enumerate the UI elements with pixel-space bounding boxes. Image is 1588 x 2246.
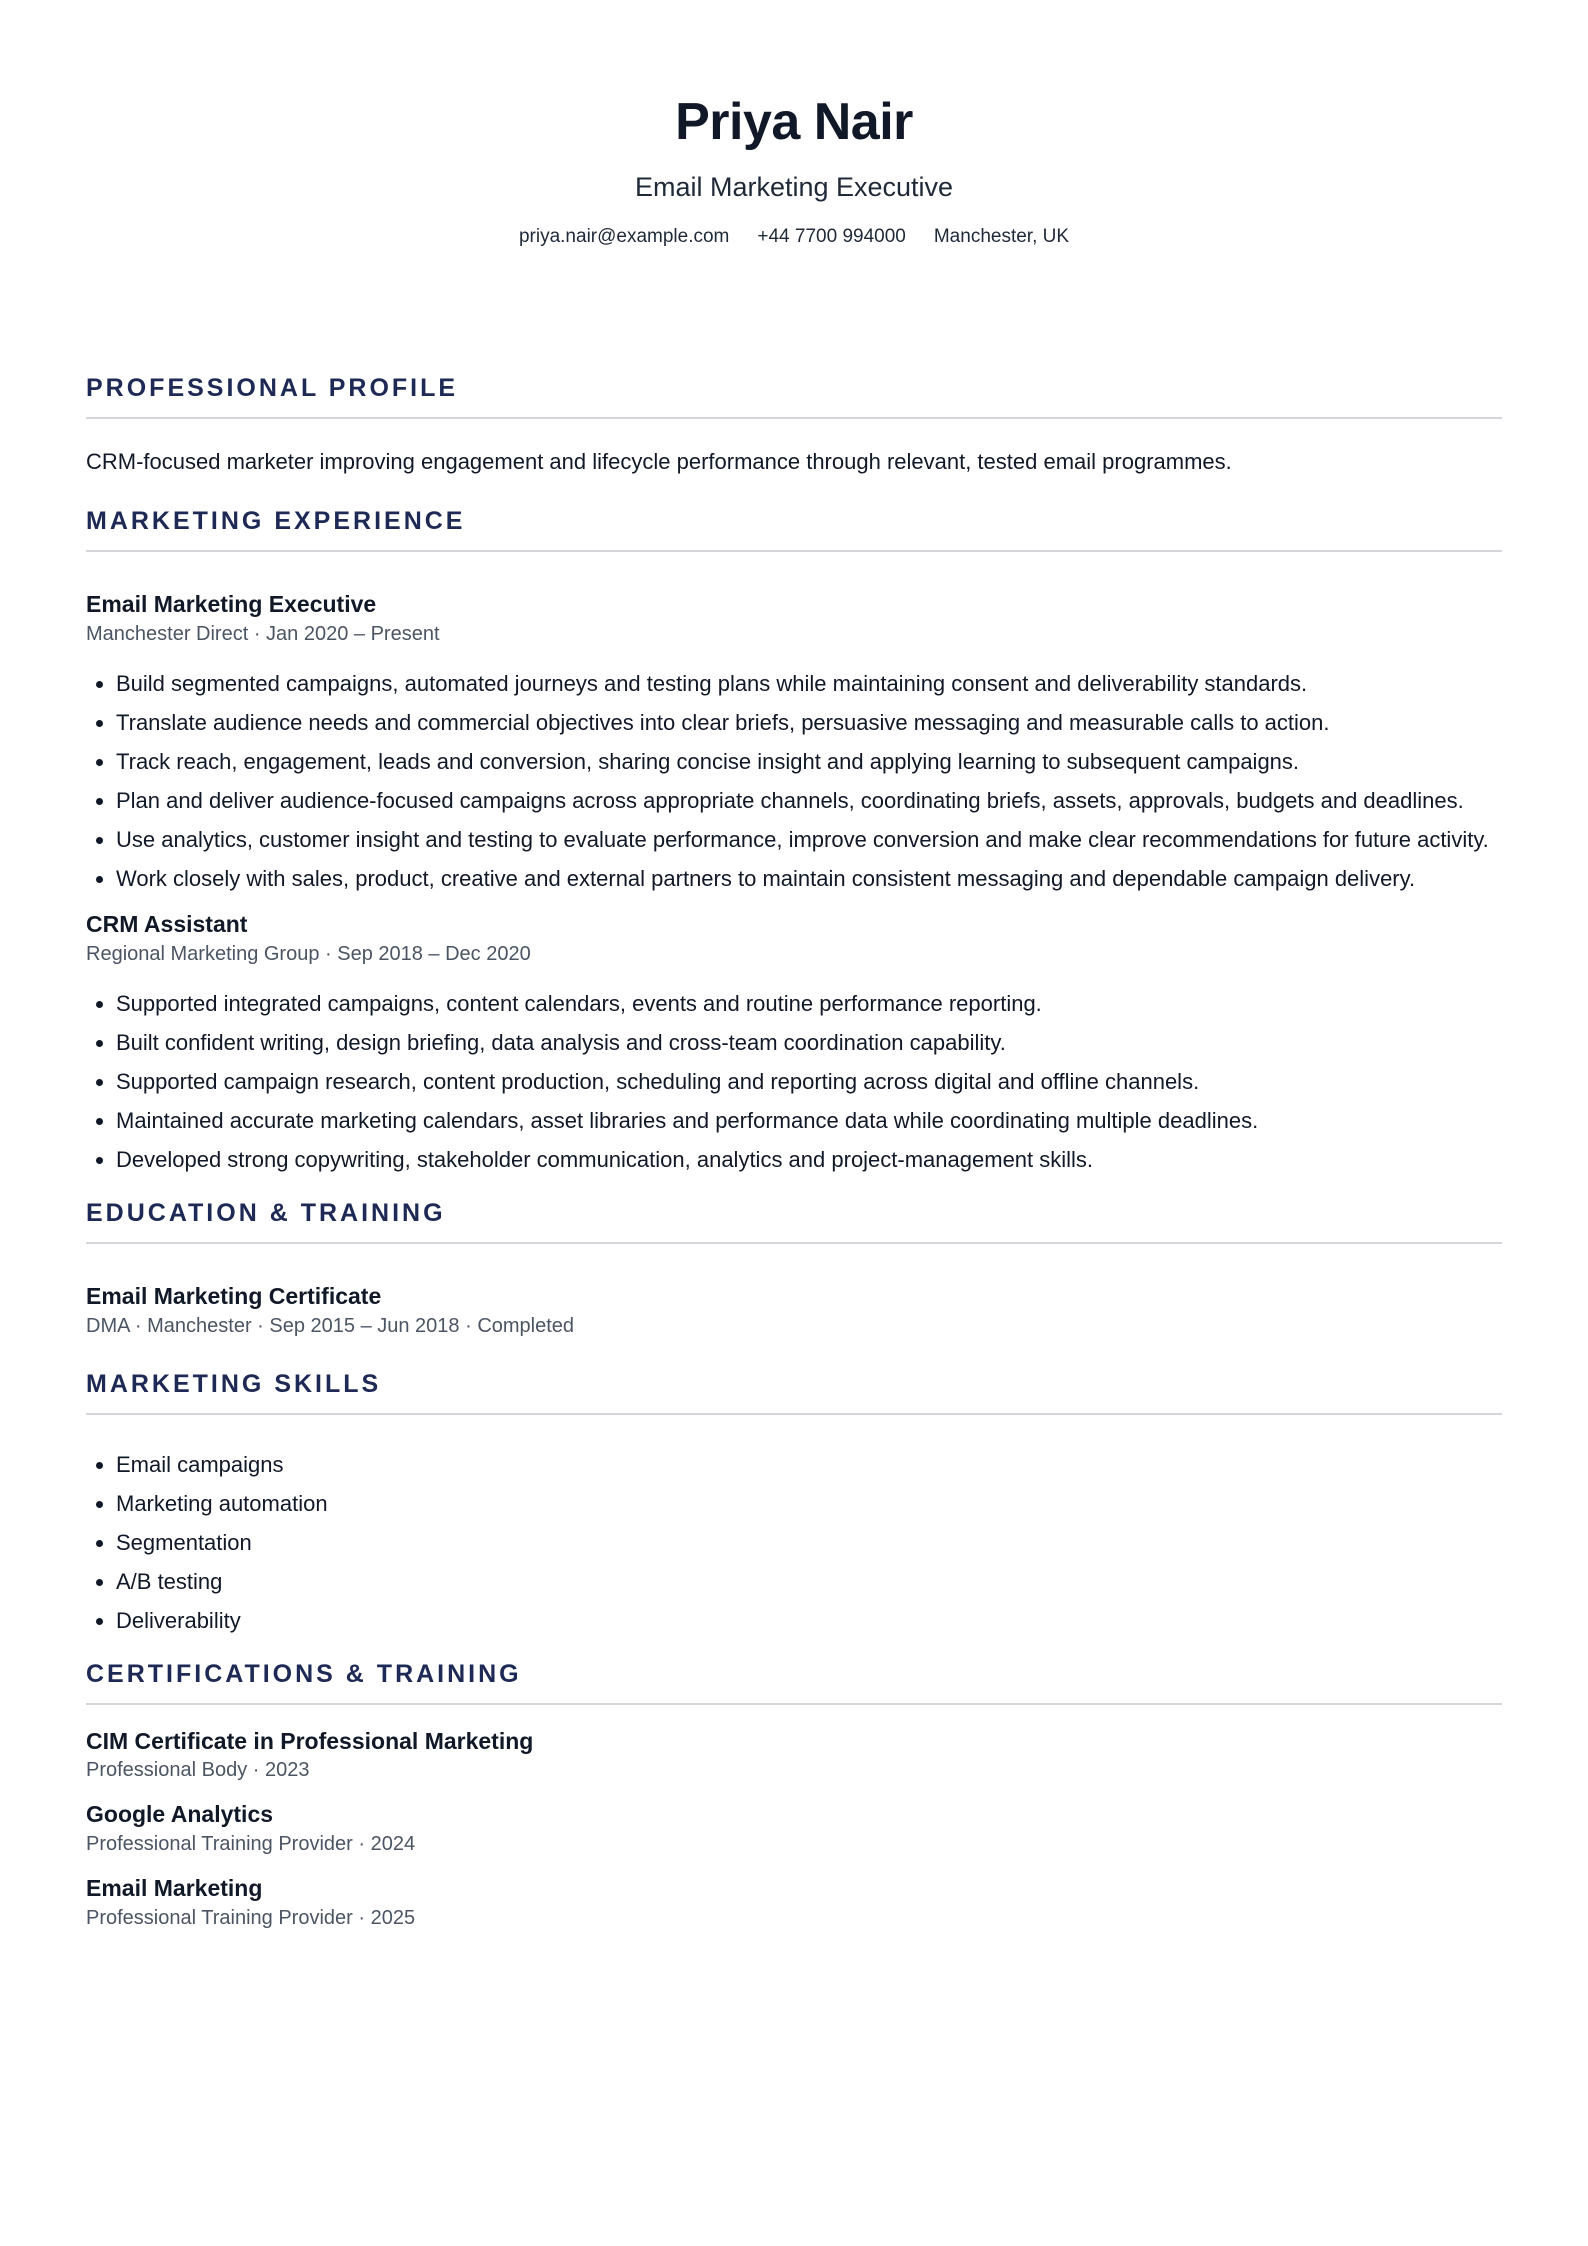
section-title-skills: MARKETING SKILLS bbox=[86, 1370, 1502, 1415]
job-bullet: • Translate audience needs and commercial objectives into clear briefs, persuasive messaging and measurable calls to action. bbox=[116, 707, 1502, 738]
skill-item: • A/B testing bbox=[116, 1566, 1502, 1597]
contact-line bbox=[86, 226, 1502, 248]
profile-summary: CRM-focused marketer improving engagement and lifecycle performance through relevant, tested email programmes. bbox=[86, 448, 1232, 474]
certification-entry bbox=[86, 1874, 1502, 1932]
skill-item: • Email campaigns bbox=[116, 1449, 1502, 1480]
job-bullets bbox=[86, 668, 1502, 894]
job-bullet: • Supported campaign research, content production, scheduling and reporting across digital and offline channels. bbox=[116, 1066, 1502, 1097]
job-bullet: • Developed strong copywriting, stakeholder communication, analytics and project-management skills. bbox=[116, 1144, 1502, 1175]
contact-email[interactable]: priya.nair@example.com bbox=[518, 225, 730, 247]
profile-section bbox=[86, 374, 1502, 478]
job-entry bbox=[86, 590, 1502, 894]
job-bullet: • Track reach, engagement, leads and conversion, sharing concise insight and applying learning to subsequent campaigns. bbox=[116, 746, 1502, 777]
skill-item: • Segmentation bbox=[116, 1527, 1502, 1558]
education-section bbox=[86, 1199, 1502, 1340]
candidate-headline: Email Marketing Executive bbox=[634, 172, 954, 203]
section-title-profile: PROFESSIONAL PROFILE bbox=[86, 374, 1502, 419]
certification-title: Google Analytics bbox=[86, 1801, 274, 1828]
job-bullet: • Plan and deliver audience-focused campaigns across appropriate channels, coordinating briefs, assets, approvals, budgets and deadlines. bbox=[116, 785, 1502, 816]
certification-title: CIM Certificate in Professional Marketing bbox=[86, 1727, 534, 1754]
education-meta: DMA · Manchester · Sep 2015 – Jun 2018 · Completed bbox=[86, 1314, 575, 1337]
certification-meta: Professional Body · 2023 bbox=[86, 1759, 310, 1782]
certifications-section bbox=[86, 1660, 1502, 1932]
candidate-name: Priya Nair bbox=[675, 93, 913, 151]
section-title-experience: MARKETING EXPERIENCE bbox=[86, 507, 1502, 552]
job-title: CRM Assistant bbox=[86, 911, 248, 938]
education-entry bbox=[86, 1282, 1502, 1340]
section-title-education: EDUCATION & TRAINING bbox=[86, 1199, 1502, 1244]
job-bullets bbox=[86, 988, 1502, 1175]
section-title-certifications: CERTIFICATIONS & TRAINING bbox=[86, 1660, 1502, 1705]
education-title: Email Marketing Certificate bbox=[86, 1282, 382, 1309]
skill-item: • Marketing automation bbox=[116, 1488, 1502, 1519]
certification-title: Email Marketing bbox=[86, 1875, 263, 1902]
certification-entry bbox=[86, 1800, 1502, 1858]
job-bullet: • Built confident writing, design briefing, data analysis and cross-team coordination capability. bbox=[116, 1027, 1502, 1058]
experience-section bbox=[86, 507, 1502, 1175]
job-meta: Regional Marketing Group · Sep 2018 – Dec 2020 bbox=[86, 942, 531, 965]
skills-list bbox=[86, 1449, 1502, 1636]
skills-section bbox=[86, 1370, 1502, 1636]
contact-location: Manchester, UK bbox=[933, 225, 1070, 247]
certification-meta: Professional Training Provider · 2025 bbox=[86, 1906, 416, 1929]
certification-meta: Professional Training Provider · 2024 bbox=[86, 1833, 416, 1856]
job-entry bbox=[86, 910, 1502, 1175]
job-bullet: • Maintained accurate marketing calendars, asset libraries and performance data while coordinating multiple deadlines. bbox=[116, 1105, 1502, 1136]
contact-phone[interactable]: +44 7700 994000 bbox=[757, 225, 906, 247]
certifications-list bbox=[86, 1727, 1502, 1932]
certification-entry bbox=[86, 1727, 1502, 1785]
job-bullet: • Supported integrated campaigns, content calendars, events and routine performance reporting. bbox=[116, 988, 1502, 1019]
job-title: Email Marketing Executive bbox=[86, 591, 377, 618]
skill-item: • Deliverability bbox=[116, 1605, 1502, 1636]
resume-header bbox=[86, 0, 1502, 248]
job-bullet: • Work closely with sales, product, creative and external partners to maintain consistent messaging and dependable campaign delivery. bbox=[116, 863, 1502, 894]
job-bullet: • Use analytics, customer insight and testing to evaluate performance, improve conversion and make clear recommendations for future activity. bbox=[116, 824, 1502, 855]
job-bullet: • Build segmented campaigns, automated journeys and testing plans while maintaining consent and deliverability standards. bbox=[116, 668, 1502, 699]
job-meta: Manchester Direct · Jan 2020 – Present bbox=[86, 623, 440, 646]
